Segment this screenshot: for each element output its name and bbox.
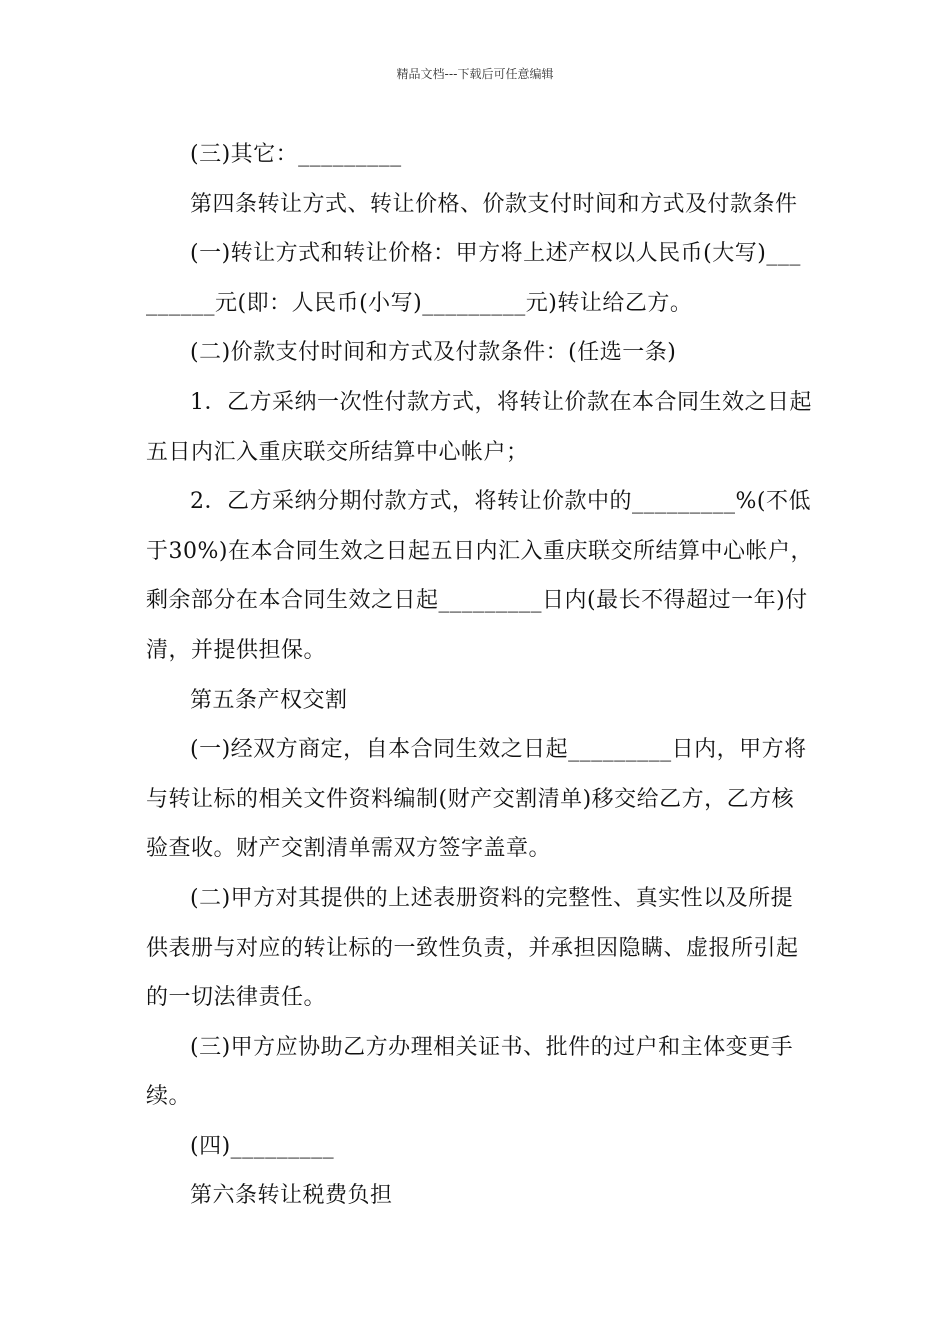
option-2-line-4: 清，并提供担保。 xyxy=(146,637,327,663)
article-5-1-line-2: 与转让标的相关文件资料编制(财产交割清单)移交给乙方，乙方核 xyxy=(146,786,795,812)
article-5-3-line-1: (三)甲方应协助乙方办理相关证书、批件的过户和主体变更手 xyxy=(190,1034,794,1060)
article-5-2-line-2: 供表册与对应的转让标的一致性负责，并承担因隐瞒、虚报所引起 xyxy=(146,935,799,961)
option-1-line-2: 五日内汇入重庆联交所结算中心帐户； xyxy=(146,439,529,465)
article-4-heading: 第四条转让方式、转让价格、价款支付时间和方式及付款条件 xyxy=(190,191,798,217)
page-header: 精品文档---下载后可任意编辑 xyxy=(396,67,554,81)
article-5-4: (四)_________ xyxy=(190,1133,335,1159)
article-5-1-line-1: (一)经双方商定，自本合同生效之日起_________日内，甲方将 xyxy=(190,737,807,763)
article-4-1-line-1: (一)转让方式和转让价格：甲方将上述产权以人民币(大写)___ xyxy=(190,241,801,267)
article-5-2-line-1: (二)甲方对其提供的上述表册资料的完整性、真实性以及所提 xyxy=(190,885,794,911)
article-4-2-heading: (二)价款支付时间和方式及付款条件：(任选一条) xyxy=(190,340,677,366)
clause-3-other: (三)其它：_________ xyxy=(190,142,402,167)
article-5-1-line-3: 验查收。财产交割清单需双方签字盖章。 xyxy=(146,836,552,862)
option-2-line-1: 2．乙方采纳分期付款方式，将转让价款中的_________%(不低 xyxy=(190,489,811,515)
article-6-heading: 第六条转让税费负担 xyxy=(190,1183,393,1209)
option-2-line-3: 剩余部分在本合同生效之日起_________日内(最长不得超过一年)付 xyxy=(146,588,808,614)
option-1-line-1: 1．乙方采纳一次性付款方式，将转让价款在本合同生效之日起 xyxy=(190,389,812,415)
article-4-1-line-2: ______元(即：人民币(小写)_________元)转让给乙方。 xyxy=(146,290,693,316)
document-body xyxy=(146,130,811,1221)
article-5-2-line-3: 的一切法律责任。 xyxy=(146,985,327,1011)
article-5-3-line-2: 续。 xyxy=(146,1084,192,1110)
article-5-heading: 第五条产权交割 xyxy=(190,687,348,713)
option-2-line-2: 于30%)在本合同生效之日起五日内汇入重庆联交所结算中心帐户， xyxy=(146,538,813,564)
